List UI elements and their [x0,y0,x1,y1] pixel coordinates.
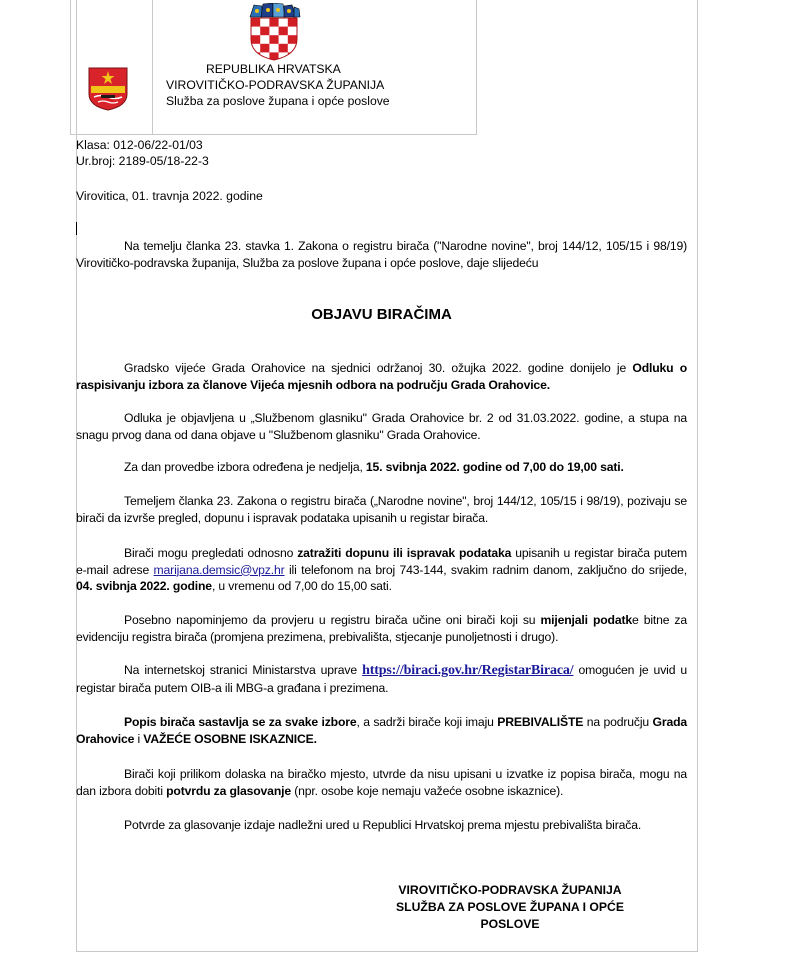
county-coat-of-arms-icon [87,66,129,112]
document-title: OBJAVU BIRAČIMA [311,306,452,323]
frame-right [697,0,698,952]
paragraph-issuing-office: Potvrde za glasovanje izdaje nadležni ured u Republici Hrvatskoj prema mjestu prebivališta birača. [124,818,642,832]
croatia-coat-of-arms-icon [246,3,302,61]
paragraph-changes: Posebno napominjemo da provjeru u registru birača učine oni birači koji su mijenjali podatke bitne za evidenciju registra birača (promjena prezimena, prebivališta, stjecanje punoljetnosti i drugo). [76,613,688,644]
paragraph-decision: Gradsko vijeće Grada Orahovice na sjednici održanoj 30. ožujka 2022. godine donijelo je Odluku o raspisivanju izbora za članove Vijeća mjesnih odbora na području Grada Orahovice. [76,361,687,392]
paragraph-contact: Birači mogu pregledati odnosno zatražiti dopunu ili ispravak podataka upisanih u registar birača putem e-mail adrese marijana.demsic@vpz.hr ili telefonom na broj 743-144, svakim radnim danom, zaključno do srijede, 04. svibnja 2022. godine, u vremenu od 7,00 do 15,00 sati. [76,546,688,593]
signature-block [380,882,640,933]
frame-bottom [76,951,698,952]
klasa: Klasa: 012-06/22-01/03 [76,138,203,152]
text-cursor [76,222,77,235]
paragraph-voter-list: Popis birača sastavlja se za svake izbore, a sadrži birače koji imaju PREBIVALIŠTE na području Grada Orahovice i VAŽEĆE OSOBNE ISKAZNICE. [76,715,688,746]
place-date: Virovitica, 01. travnja 2022. godine [76,189,263,203]
email-link[interactable]: marijana.demsic@vpz.hr [153,562,285,577]
paragraph-website: Na internetskoj stranici Ministarstva uprave https://biraci.gov.hr/RegistarBiraca/ omogućen je uvid u registar birača putem OIB-a ili MBG-a građana i prezimena. [76,663,688,695]
urbroj: Ur.broj: 2189-05/18-22-3 [76,154,209,168]
signature-office: SLUŽBA ZA POSLOVE ŽUPANA I OPĆE POSLOVE [396,900,624,931]
registry-url-link[interactable]: https://biraci.gov.hr/RegistarBiraca/ [362,663,574,678]
paragraph-registry-call: Temeljem članka 23. Zakona o registru birača („Narodne novine", broj 144/12, 105/15 i 98/19), pozivaju se birači da izvrše pregled, dopunu i ispravak podataka upisanih u registar birača. [76,494,687,525]
paragraph-election-date: Za dan provedbe izbora određena je nedjelja, 15. svibnja 2022. godine od 7,00 do 19,00 sati. [124,460,624,474]
paragraph-voting-certificate: Birači koji prilikom dolaska na biračko mjesto, utvrde da nisu upisani u izvatke iz popisa birača, mogu na dan izbora dobiti potvrdu za glasovanje (npr. osobe koje nemaju važeće osobne iskaznice). [76,767,687,798]
county-name: VIROVITIČKO-PODRAVSKA ŽUPANIJA [166,78,385,92]
republic-name: REPUBLIKA HRVATSKA [206,62,341,76]
signature-county: VIROVITIČKO-PODRAVSKA ŽUPANIJA [398,883,622,897]
paragraph-publication: Odluka je objavljena u „Službenom glasniku" Grada Orahovice br. 2 od 31.03.2022. godine, a stupa na snagu prvog dana od dana objave u "Službenom glasniku" Grada Orahovice. [76,411,687,442]
intro-paragraph: Na temelju članka 23. stavka 1. Zakona o registru birača ("Narodne novine", broj 144/12, 105/15 i 98/19) Virovitičko-podravska županija, Služba za poslove župana i opće poslove, daje slijedeću [76,239,687,270]
office-name: Služba za poslove župana i opće poslove [166,94,390,108]
